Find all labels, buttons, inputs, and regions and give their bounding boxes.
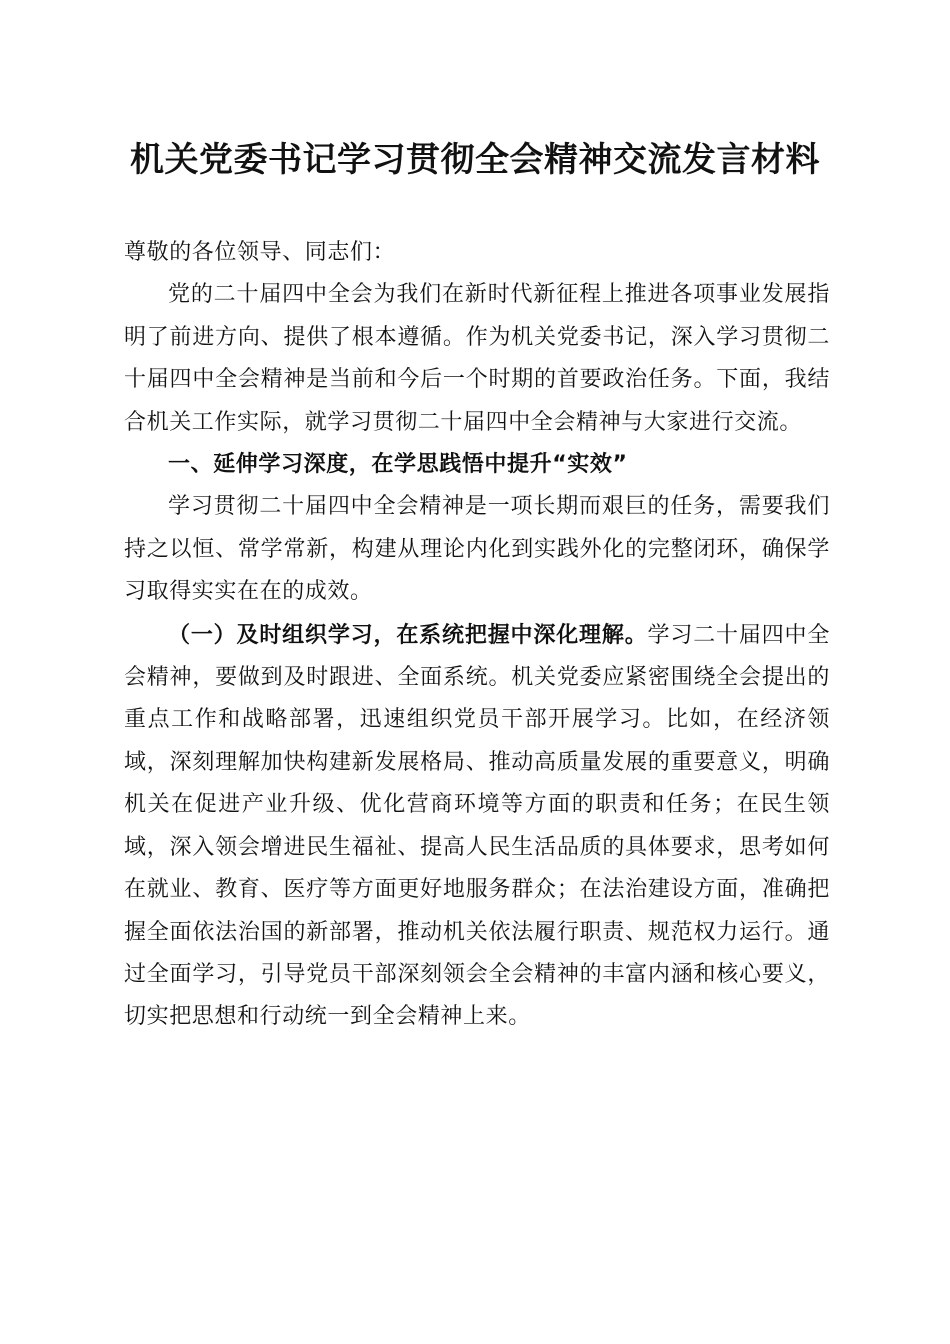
section-1-paragraph: 学习贯彻二十届四中全会精神是一项长期而艰巨的任务，需要我们持之以恒、常学常新，构建从理论内化到实践外化的完整闭环，确保学习取得实实在在的成效。	[124, 494, 830, 605]
section-heading-1: 一、延伸学习深度，在学思践悟中提升“实效”	[168, 452, 628, 478]
subsection-1-text: 学习二十届四中全会精神，要做到及时跟进、全面系统。机关党委应紧密围绕全会提出的重点工作和战略部署，迅速组织党员干部开展学习。比如，在经济领域，深刻理解加快构建新发展格局、推动高质量发展的重要意义，明确机关在促进产业升级、优化营商环境等方面的职责和任务；在民生领域，深入领会增进民生福祉、提高人民生活品质的具体要求，思考如何在就业、教育、医疗等方面更好地服务群众；在法治建设方面，准确把握全面依法治国的新部署，推动机关依法履行职责、规范权力运行。通过全面学习，引导党员干部深刻领会全会精神的丰富内涵和核心要义，切实把思想和行动统一到全会精神上来。	[124, 622, 830, 1030]
subsection-1-paragraph	[124, 614, 830, 1039]
document-body	[124, 232, 830, 1039]
intro-paragraph: 党的二十届四中全会为我们在新时代新征程上推进各项事业发展指明了前进方向、提供了根本遵循。作为机关党委书记，深入学习贯彻二十届四中全会精神是当前和今后一个时期的首要政治任务。下面，我结合机关工作实际，就学习贯彻二十届四中全会精神与大家进行交流。	[124, 282, 830, 435]
salutation: 尊敬的各位领导、同志们：	[124, 240, 396, 265]
subsection-1-lead: （一）及时组织学习，在系统把握中深化理解。	[168, 621, 648, 648]
document-title: 机关党委书记学习贯彻全会精神交流发言材料	[130, 140, 820, 180]
